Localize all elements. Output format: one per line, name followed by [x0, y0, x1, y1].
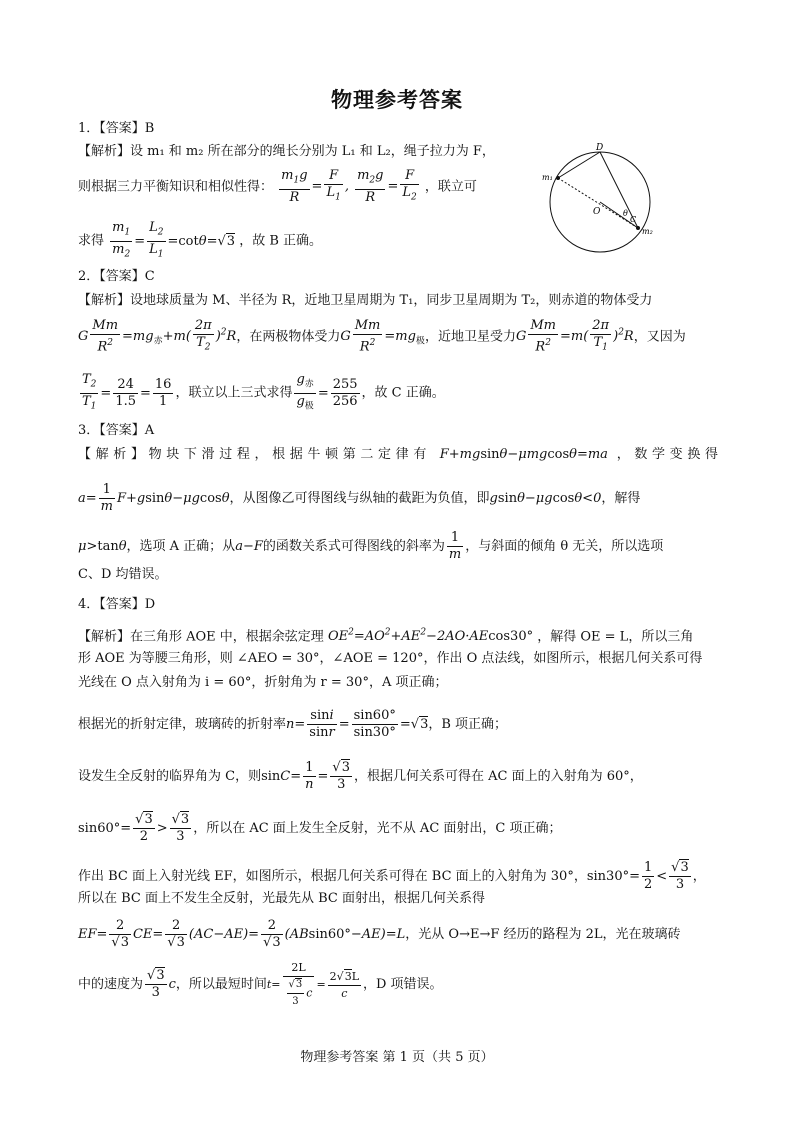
q3-analysis-line2: a= $\frac{1}{m}$ F+gsinθ−μgcosθ，从图像乙可得图线与纵轴的截距为负值，即gsinθ−μgcosθ<0，解得 — [78, 482, 641, 514]
q4-analysis-line6: sin60°= $\frac{√3}{2}$ > $\frac{√3}{3}$ ，所以在 AC 面上发生全反射，光不从 AC 面射出，C 项正确； — [78, 812, 562, 844]
page-footer: 物理参考答案 第 1 页（共 5 页） — [300, 1050, 494, 1065]
q4-analysis-line7: 作出 BC 面上入射光线 EF，如图所示，根据几何关系可得在 BC 面上的入射角为 30°，sin30°= $\frac{1}{2}$ < $\frac{√3}{3}$ ， — [78, 860, 706, 892]
q1-analysis-line3: 求得 $\frac{m_1}{m_2}$ = $\frac{L_2}{L_1}$ =cotθ=√3 ，故 B 正确。 — [78, 220, 323, 260]
q4-analysis-line4: 根据光的折射定律，玻璃砖的折射率n= $\frac{\sin i}{\sin r}$ = $\frac{\sin 60^\circ}{\sin 30^\circ}$ =√3，B 项正确； — [78, 708, 508, 740]
label-m1: m₁ — [542, 173, 553, 182]
q1-answer: 1．【答案】B — [78, 121, 155, 136]
q3-analysis-line4: C、D 均错误。 — [78, 567, 168, 582]
q2-analysis-line1: 【解析】设地球质量为 M、半径为 R，近地卫星周期为 T₁，同步卫星周期为 T₂，则赤道的物体受力 — [78, 293, 653, 308]
label-o: O — [593, 207, 601, 217]
q1-circle-figure — [540, 140, 670, 260]
label-theta: θ — [623, 209, 628, 218]
q1-analysis-line2: 则根据三力平衡知识和相似性得： $\frac{m_1g}{R}$ = $\frac{F}{L_1}$ , $\frac{m_2g}{R}$ = $\frac{F}{L_2}$ ，联立可 — [78, 168, 477, 205]
q2-analysis-line2: G $\frac{Mm}{R^2}$ $=mg_赤+m$( $\frac{2\pi}{T_2}$ )$^2$R，在两极物体受力G $\frac{Mm}{R^2}$ $=mg_极$，近地卫星受力G $\frac{Mm}{R^2}$ =m( $\frac{2\pi}{T_1}$ )$^2$R，又因为 — [78, 318, 686, 355]
q3-analysis-line3: μ>tanθ，选项 A 正确；从a−F的函数关系式可得图线的斜率为 $\frac{1}{m}$ ，与斜面的倾角 θ 无关，所以选项 — [78, 530, 664, 562]
q2-analysis-line3: $\frac{T_2}{T_1}$ = $\frac{24}{1.5}$ = $\frac{16}{1}$ ，联立以上三式求得 $\frac{g_赤}{g_极}$ = $\frac{255}{256}$ ，故 C 正确。 — [82, 372, 445, 412]
q4-analysis-line9: EF= $\frac{2}{√3}$ CE= $\frac{2}{√3}$ (AC−AE)= $\frac{2}{√3}$ (ABsin60°−AE)=L，光从 O→E→F 经历的路程为 2L，光在玻璃砖 — [78, 918, 681, 950]
q1-analysis-line1: 【解析】设 m₁ 和 m₂ 所在部分的绳长分别为 L₁ 和 L₂，绳子拉力为 F， — [78, 144, 495, 159]
label-m2: m₂ — [642, 227, 653, 236]
q4-analysis-line1: 【解析】在三角形 AOE 中，根据余弦定理 $OE^2=AO^2+AE^2-2AO\cdot AEcos30^\circ$ ，解得 OE = L，所以三角 — [78, 628, 694, 645]
q4-analysis-line8: 所以在 BC 面上不发生全反射，光最先从 BC 面射出，根据几何关系得 — [78, 891, 486, 906]
label-c: C — [630, 215, 637, 224]
q4-analysis-line2: 形 AOE 为等腰三角形，则 ∠AEO = 30°，∠AOE = 120°，作出 O 点法线，如图所示，根据几何关系可得 — [78, 651, 703, 666]
q3-answer: 3．【答案】A — [78, 423, 155, 438]
q4-analysis-line3: 光线在 O 点入射角为 i = 60°，折射角为 r = 30°，A 项正确； — [78, 675, 448, 690]
q4-analysis-line5: 设发生全反射的临界角为 C，则sinC= $\frac{1}{n}$ = $\frac{√3}{3}$ ，根据几何关系可得在 AC 面上的入射角为 60°， — [78, 760, 643, 792]
mass-m1 — [556, 176, 560, 180]
page-title: 物理参考答案 — [331, 88, 463, 112]
label-d: D — [596, 143, 604, 153]
q3-analysis-line1: 【解析】物块下滑过程，根据牛顿第二定律有 F+mgsinθ−μmgcosθ=ma ，数学变换得 — [78, 447, 718, 462]
q4-analysis-line10: 中的速度为 $\frac{√3}{3}$ c，所以最短时间t= 2L $\frac{√3}{3}$ c = $\frac{2√3L}{c}$ ，D 项错误。 — [78, 961, 443, 1007]
rope-l1 — [558, 152, 600, 178]
q4-answer: 4．【答案】D — [78, 597, 156, 612]
mass-m2 — [636, 226, 640, 230]
q2-answer: 2．【答案】C — [78, 269, 155, 284]
